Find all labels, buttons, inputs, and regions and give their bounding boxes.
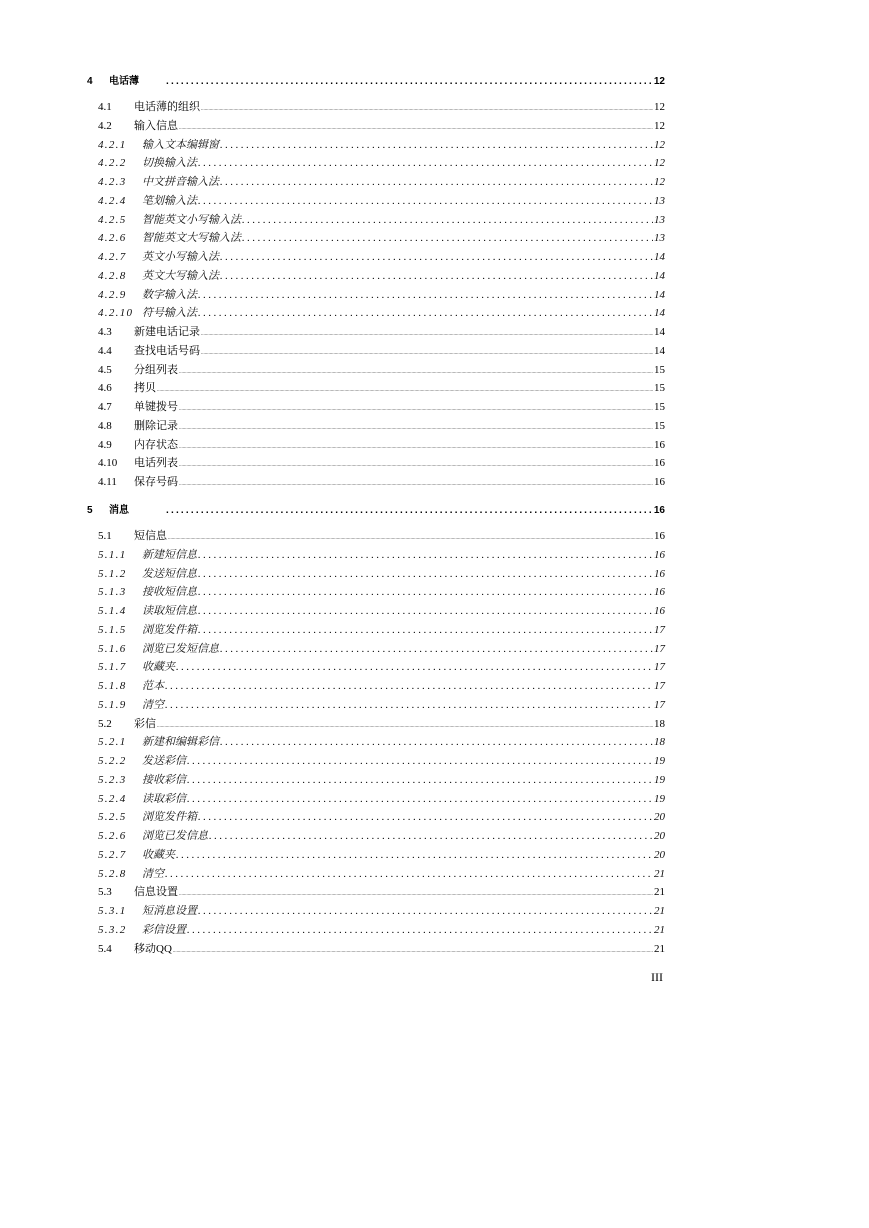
toc-entry[interactable]: [98, 827, 665, 843]
toc-entry-title: 浏览发件箱: [142, 623, 197, 636]
toc-entry-title: 智能英文小写输入法: [142, 213, 241, 226]
toc-entry-number: 5.1.8: [98, 680, 127, 692]
dot-leader: [198, 568, 653, 580]
dot-leader: [166, 505, 653, 516]
toc-entry-number: 5.2.2: [98, 755, 127, 767]
toc-entry[interactable]: [98, 846, 665, 862]
toc-entry-title: 收藏夹: [142, 661, 175, 674]
toc-entry[interactable]: [87, 72, 665, 87]
toc-entry[interactable]: [98, 808, 665, 824]
toc-entry-title: 读取彩信: [142, 792, 186, 805]
toc-entry[interactable]: [98, 267, 665, 283]
toc-entry-number: 4.2.9: [98, 288, 127, 301]
toc-entry-number: 4.9: [98, 438, 112, 451]
toc-entry-number: 5.2.5: [98, 811, 127, 824]
toc-entry-page: 15: [654, 382, 665, 395]
toc-entry-page: 15: [654, 419, 665, 432]
toc-entry[interactable]: [98, 902, 665, 918]
toc-entry-page: 16: [654, 605, 665, 617]
toc-entry-page: 14: [654, 307, 665, 320]
toc-entry-number: 5.1: [98, 530, 112, 542]
toc-entry-number: 5.2.4: [98, 792, 127, 805]
toc-entry-title: 清空: [142, 698, 164, 711]
toc-entry-page: 15: [654, 363, 665, 376]
toc-entry[interactable]: [98, 417, 665, 433]
dot-leader: [198, 549, 653, 561]
toc-entry[interactable]: [98, 771, 665, 787]
dot-leader: [179, 370, 653, 375]
toc-entry-title: 英文大写输入法: [142, 269, 219, 282]
toc-entry[interactable]: [98, 865, 665, 881]
toc-entry-page: 21: [654, 942, 665, 955]
dot-leader: [187, 924, 653, 936]
dot-leader: [201, 351, 653, 356]
toc-entry-page: 14: [654, 269, 665, 282]
toc-entry-number: 5.1.2: [98, 567, 127, 580]
toc-entry-title: 收藏夹: [142, 848, 175, 861]
dot-leader: [165, 699, 653, 711]
toc-entry-page: 17: [654, 642, 665, 655]
toc-entry[interactable]: [98, 286, 665, 302]
toc-entry-title: 移动QQ: [134, 942, 172, 955]
toc-entry[interactable]: [98, 883, 665, 899]
toc-entry-title: 浏览已发短信息: [142, 642, 219, 655]
toc-entry-number: 5.2.1: [98, 736, 127, 749]
toc-entry[interactable]: [98, 436, 665, 452]
toc-entry-title: 英文小写输入法: [142, 251, 219, 263]
toc-entry[interactable]: [98, 98, 665, 114]
toc-entry[interactable]: [98, 940, 665, 956]
toc-entry-number: 4.6: [98, 382, 112, 395]
toc-entry-title: 单键拨号: [134, 401, 178, 413]
dot-leader: [179, 482, 653, 487]
dot-leader: [179, 445, 653, 450]
toc-entry-number: 4.2.6: [98, 232, 127, 245]
toc-entry-page: 17: [654, 698, 665, 711]
toc-entry[interactable]: [98, 361, 665, 377]
toc-entry-title: 内存状态: [134, 438, 178, 451]
toc-entry-page: 14: [654, 326, 665, 338]
dot-leader: [198, 905, 653, 917]
toc-entry[interactable]: [98, 304, 665, 320]
toc-entry-page: 20: [654, 811, 665, 824]
toc-entry-number: 4.5: [98, 363, 112, 376]
toc-entry-number: 5.3.1: [98, 905, 127, 917]
toc-entry-title: 电话薄的组织: [134, 101, 200, 113]
toc-entry-number: 5.2.7: [98, 848, 127, 861]
toc-entry-title: 短消息设置: [142, 905, 197, 917]
toc-entry-page: 17: [654, 680, 665, 692]
toc-entry[interactable]: [98, 192, 665, 208]
toc-entry[interactable]: [98, 790, 665, 806]
toc-entry-title: 接收彩信: [142, 773, 186, 786]
toc-entry-number: 4.2.5: [98, 213, 127, 226]
dot-leader: [198, 605, 653, 617]
toc-entry-page: 14: [654, 344, 665, 357]
toc-entry-number: 4.2.2: [98, 157, 127, 170]
toc-entry-page: 13: [654, 194, 665, 207]
dot-leader: [220, 139, 653, 151]
toc-entry-title: 新建短信息: [142, 548, 197, 561]
toc-entry-page: 16: [654, 567, 665, 580]
dot-leader: [198, 586, 653, 598]
toc-entry-number: 5.1.6: [98, 642, 127, 655]
toc-entry-page: 16: [654, 586, 665, 599]
toc-entry[interactable]: [98, 658, 665, 674]
toc-entry-title: 拷贝: [134, 382, 156, 395]
toc-entry[interactable]: [98, 583, 665, 599]
toc-entry-title: 删除记录: [134, 419, 178, 432]
toc-entry-title: 查找电话号码: [134, 344, 200, 357]
toc-entry[interactable]: [98, 621, 665, 637]
toc-entry-title: 笔划输入法: [142, 194, 197, 207]
toc-entry-number: 4.11: [98, 476, 117, 488]
toc-entry[interactable]: [98, 173, 665, 189]
toc-entry-page: 21: [654, 886, 665, 899]
toc-entry[interactable]: [98, 323, 665, 339]
dot-leader: [179, 426, 653, 431]
toc-entry[interactable]: [98, 379, 665, 395]
dot-leader: [242, 232, 653, 244]
toc-entry-title: 浏览发件箱: [142, 811, 197, 824]
toc-entry[interactable]: [87, 501, 665, 516]
dot-leader: [157, 724, 653, 729]
toc-entry-title: 彩信: [134, 717, 156, 730]
toc-entry-page: 17: [654, 623, 665, 636]
toc-entry-page: 20: [654, 848, 665, 861]
toc-entry-page: 19: [654, 773, 665, 786]
toc-entry-number: 4.2.10: [98, 307, 134, 320]
dot-leader: [173, 949, 653, 954]
toc-entry-title: 中文拼音输入法: [142, 176, 219, 188]
dot-leader: [187, 774, 653, 786]
toc-entry[interactable]: [98, 565, 665, 581]
toc-entry[interactable]: [98, 527, 665, 543]
toc-entry[interactable]: [98, 229, 665, 245]
dot-leader: [220, 270, 653, 282]
toc-entry[interactable]: [98, 117, 665, 133]
toc-entry-number: 4.2.7: [98, 251, 127, 263]
toc-entry-number: 4: [87, 76, 93, 87]
toc-entry-number: 4.2.1: [98, 138, 127, 151]
toc-entry-page: 12: [654, 119, 665, 132]
toc-entry-page: 12: [654, 157, 665, 170]
dot-leader: [166, 76, 653, 87]
toc-entry-page: 20: [654, 830, 665, 842]
toc-entry-title: 电话列表: [134, 457, 178, 470]
toc-entry-title: 发送彩信: [142, 755, 186, 767]
toc-entry-title: 新建和编辑彩信: [142, 736, 219, 749]
dot-leader: [198, 624, 653, 636]
dot-leader: [179, 463, 653, 468]
toc-entry-number: 4.2.4: [98, 194, 127, 207]
toc-entry-title: 范本: [142, 680, 164, 692]
toc-entry-page: 13: [654, 232, 665, 245]
toc-entry-number: 4.2.3: [98, 176, 127, 188]
toc-entry-number: 4.7: [98, 401, 112, 413]
toc-entry-number: 5.2.3: [98, 773, 127, 786]
dot-leader: [220, 736, 653, 748]
toc-entry[interactable]: [98, 677, 665, 693]
toc-entry-number: 5.1.9: [98, 698, 127, 711]
toc-entry-title: 信息设置: [134, 886, 178, 899]
toc-entry-number: 5.3: [98, 886, 112, 899]
toc-entry-page: 16: [654, 530, 665, 542]
dot-leader: [165, 868, 653, 880]
toc-entry-number: 5.3.2: [98, 923, 127, 936]
toc-entry[interactable]: [98, 696, 665, 712]
toc-entry-number: 4.3: [98, 326, 112, 338]
dot-leader: [198, 289, 653, 301]
dot-leader: [220, 176, 653, 188]
dot-leader: [198, 307, 653, 319]
dot-leader: [209, 830, 653, 842]
toc-entry-title: 数字输入法: [142, 288, 197, 301]
page-number: III: [651, 970, 663, 984]
toc-entry-page: 19: [654, 792, 665, 805]
dot-leader: [220, 251, 653, 263]
dot-leader: [201, 332, 653, 337]
toc-entry-title: 智能英文大写输入法: [142, 232, 241, 245]
toc-entry-title: 符号输入法: [142, 307, 197, 320]
toc-entry-page: 18: [654, 736, 665, 749]
toc-entry-title: 电话薄: [109, 76, 139, 87]
dot-leader: [179, 892, 653, 897]
toc-entry-page: 21: [654, 867, 665, 880]
toc-entry-page: 16: [653, 505, 665, 516]
toc-entry-number: 5.1.5: [98, 623, 127, 636]
toc-entry-page: 16: [654, 457, 665, 470]
toc-entry[interactable]: [98, 398, 665, 414]
dot-leader: [220, 643, 653, 655]
toc-entry[interactable]: [98, 602, 665, 618]
toc-entry-page: 15: [654, 401, 665, 413]
dot-leader: [165, 680, 653, 692]
toc-entry-number: 4.4: [98, 344, 112, 357]
dot-leader: [179, 126, 653, 131]
toc-entry-number: 5.1.3: [98, 586, 127, 599]
toc-entry[interactable]: [98, 546, 665, 562]
toc-entry[interactable]: [98, 454, 665, 470]
toc-entry-page: 12: [654, 138, 665, 151]
toc-entry-title: 清空: [142, 867, 164, 880]
toc-entry-title: 发送短信息: [142, 567, 197, 580]
dot-leader: [179, 407, 653, 412]
toc-entry-number: 5.2.6: [98, 830, 127, 842]
toc-entry-number: 5.2: [98, 717, 112, 730]
toc-entry[interactable]: [98, 640, 665, 656]
toc-entry[interactable]: [98, 248, 665, 264]
toc-entry-title: 消息: [109, 505, 129, 516]
toc-entry-page: 16: [654, 438, 665, 451]
toc-entry-page: 18: [654, 717, 665, 730]
toc-entry[interactable]: [98, 211, 665, 227]
toc-entry-number: 5.1.4: [98, 605, 127, 617]
toc-entry-number: 4.8: [98, 419, 112, 432]
toc-entry-page: 12: [653, 76, 665, 87]
dot-leader: [187, 755, 653, 767]
toc-entry-number: 5.4: [98, 942, 112, 955]
toc-entry-number: 5.1.7: [98, 661, 127, 674]
dot-leader: [176, 849, 653, 861]
dot-leader: [201, 107, 653, 112]
toc-entry-title: 新建电话记录: [134, 326, 200, 338]
dot-leader: [198, 195, 653, 207]
toc-entry-number: 5: [87, 505, 93, 516]
toc-entry-title: 分组列表: [134, 363, 178, 376]
toc-entry-number: 5.2.8: [98, 867, 127, 880]
toc-entry-page: 19: [654, 755, 665, 767]
dot-leader: [242, 214, 653, 226]
toc-entry[interactable]: [98, 154, 665, 170]
dot-leader: [176, 661, 653, 673]
dot-leader: [198, 811, 653, 823]
toc-entry[interactable]: [98, 733, 665, 749]
toc-entry-page: 13: [654, 213, 665, 226]
toc-entry-title: 保存号码: [134, 476, 178, 488]
toc-entry-title: 浏览已发信息: [142, 830, 208, 842]
toc-entry-title: 输入信息: [134, 119, 178, 132]
toc-entry-title: 短信息: [134, 530, 167, 542]
toc-entry-title: 切换输入法: [142, 157, 197, 170]
toc-entry[interactable]: [98, 473, 665, 489]
toc-entry-page: 21: [654, 923, 665, 936]
toc-entry-title: 输入文本编辑窗: [142, 138, 219, 151]
toc-entry-title: 彩信设置: [142, 923, 186, 936]
toc-entry-page: 17: [654, 661, 665, 674]
dot-leader: [157, 388, 653, 393]
toc-entry[interactable]: [98, 715, 665, 731]
toc-entry-page: 12: [654, 101, 665, 113]
toc-entry-page: 14: [654, 251, 665, 263]
toc-entry-number: 4.10: [98, 457, 118, 470]
toc-entry-page: 16: [654, 548, 665, 561]
toc-entry[interactable]: [98, 921, 665, 937]
toc-entry-title: 读取短信息: [142, 605, 197, 617]
toc-entry-page: 14: [654, 288, 665, 301]
toc-entry-number: 5.1.1: [98, 548, 127, 561]
toc-entry[interactable]: [98, 342, 665, 358]
toc-entry-page: 12: [654, 176, 665, 188]
toc-entry-number: 4.2.8: [98, 269, 127, 282]
toc-entry[interactable]: [98, 752, 665, 768]
toc-entry[interactable]: [98, 136, 665, 152]
toc-entry-page: 16: [654, 476, 665, 488]
dot-leader: [198, 157, 653, 169]
dot-leader: [168, 536, 653, 541]
dot-leader: [187, 793, 653, 805]
toc-entry-page: 21: [654, 905, 665, 917]
toc-entry-number: 4.1: [98, 101, 112, 113]
toc-entry-number: 4.2: [98, 119, 112, 132]
toc-entry-title: 接收短信息: [142, 586, 197, 599]
